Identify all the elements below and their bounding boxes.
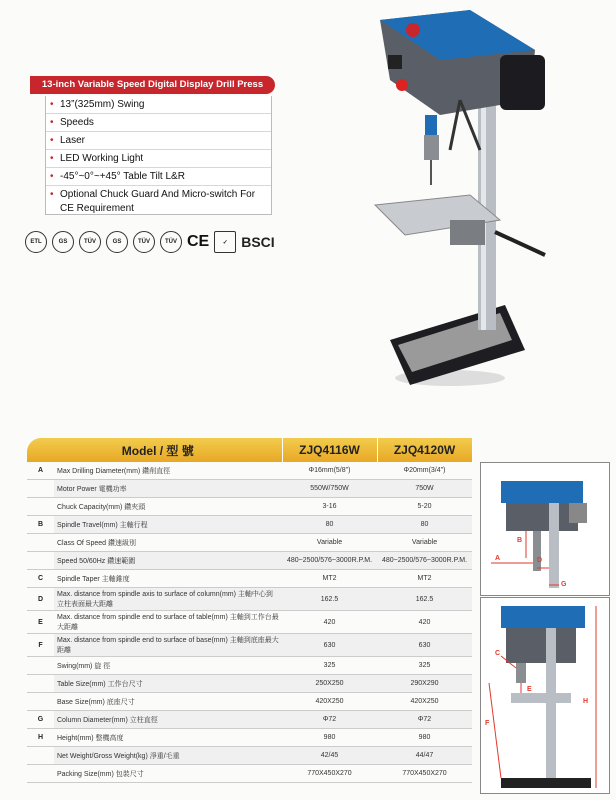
gs-icon: GS xyxy=(52,231,74,253)
row-letter: B xyxy=(27,516,54,534)
drill-press-illustration xyxy=(350,0,580,400)
column xyxy=(546,628,556,778)
tuv-icon: TÜV xyxy=(79,231,101,253)
spec-row xyxy=(27,480,472,498)
value-zjq4116w: MT2 xyxy=(282,570,377,588)
motor xyxy=(500,55,545,110)
bullet-icon: • xyxy=(50,171,54,182)
value-zjq4116w: 630 xyxy=(282,634,377,657)
row-letter: G xyxy=(27,711,54,729)
row-letter: F xyxy=(27,634,54,657)
value-zjq4120w: 420 xyxy=(377,611,472,634)
spec-row xyxy=(27,634,472,657)
dim-label-b: B xyxy=(517,537,523,544)
rohs-icon: ✓ xyxy=(214,231,236,253)
spec-row xyxy=(27,657,472,675)
brand-logo xyxy=(406,23,420,37)
value-zjq4120w: 630 xyxy=(377,634,472,657)
header-model: Model / 型 號 xyxy=(27,438,282,462)
row-letter xyxy=(27,498,54,516)
header-zjq4120w: ZJQ4120W xyxy=(377,438,472,462)
dimension-diagram-top xyxy=(480,462,610,596)
dim-label-h: H xyxy=(583,698,589,705)
value-zjq4120w: Φ20mm(3/4") xyxy=(377,462,472,480)
row-letter xyxy=(27,534,54,552)
value-zjq4116w: Φ16mm(5/8") xyxy=(282,462,377,480)
spec-row xyxy=(27,611,472,634)
feature-item: • Laser xyxy=(46,132,271,150)
row-label: Speed 50/60Hz 鑽速範圍 xyxy=(54,552,282,570)
chuck xyxy=(516,663,526,683)
row-label: Max. distance from spindle end to surface of base(mm) 主軸到底座最大距離 xyxy=(54,634,282,657)
bullet-icon: • xyxy=(50,135,54,146)
dimension-line-f xyxy=(489,683,501,778)
value-zjq4120w: 420X250 xyxy=(377,693,472,711)
value-zjq4116w: 770X450X270 xyxy=(282,765,377,783)
spec-row xyxy=(27,516,472,534)
head-cover xyxy=(501,606,585,628)
table-bracket xyxy=(450,220,485,245)
row-letter xyxy=(27,552,54,570)
value-zjq4120w: 325 xyxy=(377,657,472,675)
table-handle xyxy=(495,232,545,255)
bsci-logo: BSCI xyxy=(241,234,275,250)
row-label: Height(mm) 整機高度 xyxy=(54,729,282,747)
row-label: Max. distance from spindle axis to surface of column(mm) 主軸中心到立柱表面最大距離 xyxy=(54,588,282,611)
value-zjq4116w: 80 xyxy=(282,516,377,534)
spec-row xyxy=(27,570,472,588)
table xyxy=(511,693,571,703)
dim-label-g: G xyxy=(561,581,567,588)
head-cover xyxy=(501,481,583,503)
row-label: Max. distance from spindle end to surface of table(mm) 主軸到工作台最大距離 xyxy=(54,611,282,634)
tuv-rheinland-icon: TÜV xyxy=(133,231,155,253)
value-zjq4116w: Variable xyxy=(282,534,377,552)
row-letter: C xyxy=(27,570,54,588)
ce-mark: CE xyxy=(187,233,210,250)
value-zjq4116w: 980 xyxy=(282,729,377,747)
row-label: Column Diameter(mm) 立柱直徑 xyxy=(54,711,282,729)
row-label: Net Weight/Gross Weight(kg) 淨重/毛重 xyxy=(54,747,282,765)
value-zjq4120w: 480~2500/576~3000R.P.M. xyxy=(377,552,472,570)
value-zjq4120w: MT2 xyxy=(377,570,472,588)
value-zjq4116w: 420X250 xyxy=(282,693,377,711)
value-zjq4120w: 44/47 xyxy=(377,747,472,765)
value-zjq4120w: 162.5 xyxy=(377,588,472,611)
row-letter xyxy=(27,657,54,675)
row-letter xyxy=(27,765,54,783)
spec-row xyxy=(27,711,472,729)
value-zjq4116w: Φ72 xyxy=(282,711,377,729)
row-label: Chuck Capacity(mm) 鑽夾頭 xyxy=(54,498,282,516)
dim-label-a: A xyxy=(495,555,501,562)
digital-display xyxy=(388,55,402,69)
value-zjq4120w: 5-20 xyxy=(377,498,472,516)
row-letter xyxy=(27,693,54,711)
spec-row xyxy=(27,729,472,747)
dim-label-c: C xyxy=(495,650,501,657)
dim-label-f: F xyxy=(485,720,490,727)
value-zjq4120w: 770X450X270 xyxy=(377,765,472,783)
spindle-collar xyxy=(425,115,437,135)
row-label: Packing Size(mm) 包裝尺寸 xyxy=(54,765,282,783)
head-body xyxy=(506,628,576,663)
tuv-product-icon: TÜV xyxy=(160,231,182,253)
spec-row xyxy=(27,588,472,611)
spindle xyxy=(533,531,541,571)
feature-item: • -45°~0°~+45° Table Tilt L&R xyxy=(46,168,271,186)
feature-item: • Speeds xyxy=(46,114,271,132)
spec-table xyxy=(27,438,472,783)
row-label: Spindle Taper 主軸錐度 xyxy=(54,570,282,588)
dimension-diagram-bottom xyxy=(480,597,610,794)
value-zjq4120w: 980 xyxy=(377,729,472,747)
value-zjq4116w: 162.5 xyxy=(282,588,377,611)
etl-icon: ETL xyxy=(25,231,47,253)
feature-item: • 13”(325mm) Swing xyxy=(46,96,271,114)
row-letter xyxy=(27,675,54,693)
bullet-icon: • xyxy=(50,153,54,164)
value-zjq4120w: Φ72 xyxy=(377,711,472,729)
row-letter xyxy=(27,747,54,765)
row-letter: A xyxy=(27,462,54,480)
value-zjq4120w: 290X290 xyxy=(377,675,472,693)
value-zjq4116w: 550W/750W xyxy=(282,480,377,498)
row-letter xyxy=(27,480,54,498)
tuv-gs-icon: GS xyxy=(106,231,128,253)
row-letter: E xyxy=(27,611,54,634)
spec-row xyxy=(27,765,472,783)
certification-logos xyxy=(25,227,275,257)
head-body xyxy=(506,503,578,531)
header-zjq4116w: ZJQ4116W xyxy=(282,438,377,462)
product-title-banner: 13-inch Variable Speed Digital Display Drill Press xyxy=(30,76,275,94)
feature-item: • LED Working Light xyxy=(46,150,271,168)
value-zjq4116w: 480~2500/576~3000R.P.M. xyxy=(282,552,377,570)
value-zjq4120w: Variable xyxy=(377,534,472,552)
spec-row xyxy=(27,693,472,711)
base xyxy=(501,778,591,788)
motor xyxy=(569,503,587,523)
bullet-icon: • xyxy=(50,117,54,128)
row-label: Table Size(mm) 工作台尺寸 xyxy=(54,675,282,693)
row-label: Spindle Travel(mm) 主軸行程 xyxy=(54,516,282,534)
stop-button xyxy=(396,79,408,91)
row-label: Swing(mm) 旋 徑 xyxy=(54,657,282,675)
spec-row xyxy=(27,534,472,552)
value-zjq4116w: 420 xyxy=(282,611,377,634)
value-zjq4120w: 80 xyxy=(377,516,472,534)
row-label: Motor Power 電機功率 xyxy=(54,480,282,498)
chuck xyxy=(424,135,439,160)
value-zjq4116w: 325 xyxy=(282,657,377,675)
value-zjq4116w: 250X250 xyxy=(282,675,377,693)
row-label: Max Drilling Diameter(mm) 鑽削直徑 xyxy=(54,462,282,480)
feature-list xyxy=(45,96,272,215)
bullet-icon: • xyxy=(50,189,54,200)
value-zjq4116w: 42/45 xyxy=(282,747,377,765)
spec-row xyxy=(27,675,472,693)
row-letter: H xyxy=(27,729,54,747)
bullet-icon: • xyxy=(50,99,54,110)
row-label: Base Size(mm) 底座尺寸 xyxy=(54,693,282,711)
spec-row xyxy=(27,498,472,516)
value-zjq4116w: 3-16 xyxy=(282,498,377,516)
spec-row xyxy=(27,747,472,765)
dimension-diagram-bottom-svg xyxy=(481,598,609,793)
spec-row xyxy=(27,552,472,570)
spec-row xyxy=(27,462,472,480)
value-zjq4120w: 750W xyxy=(377,480,472,498)
column xyxy=(549,503,559,588)
dim-label-d: D xyxy=(537,557,543,564)
row-letter: D xyxy=(27,588,54,611)
feature-item: • Optional Chuck Guard And Micro-switch For CE Requirement xyxy=(50,189,256,214)
dim-label-e: E xyxy=(527,686,532,693)
dimension-diagram-top-svg xyxy=(481,463,609,595)
row-label: Class Of Speed 鑽速級別 xyxy=(54,534,282,552)
